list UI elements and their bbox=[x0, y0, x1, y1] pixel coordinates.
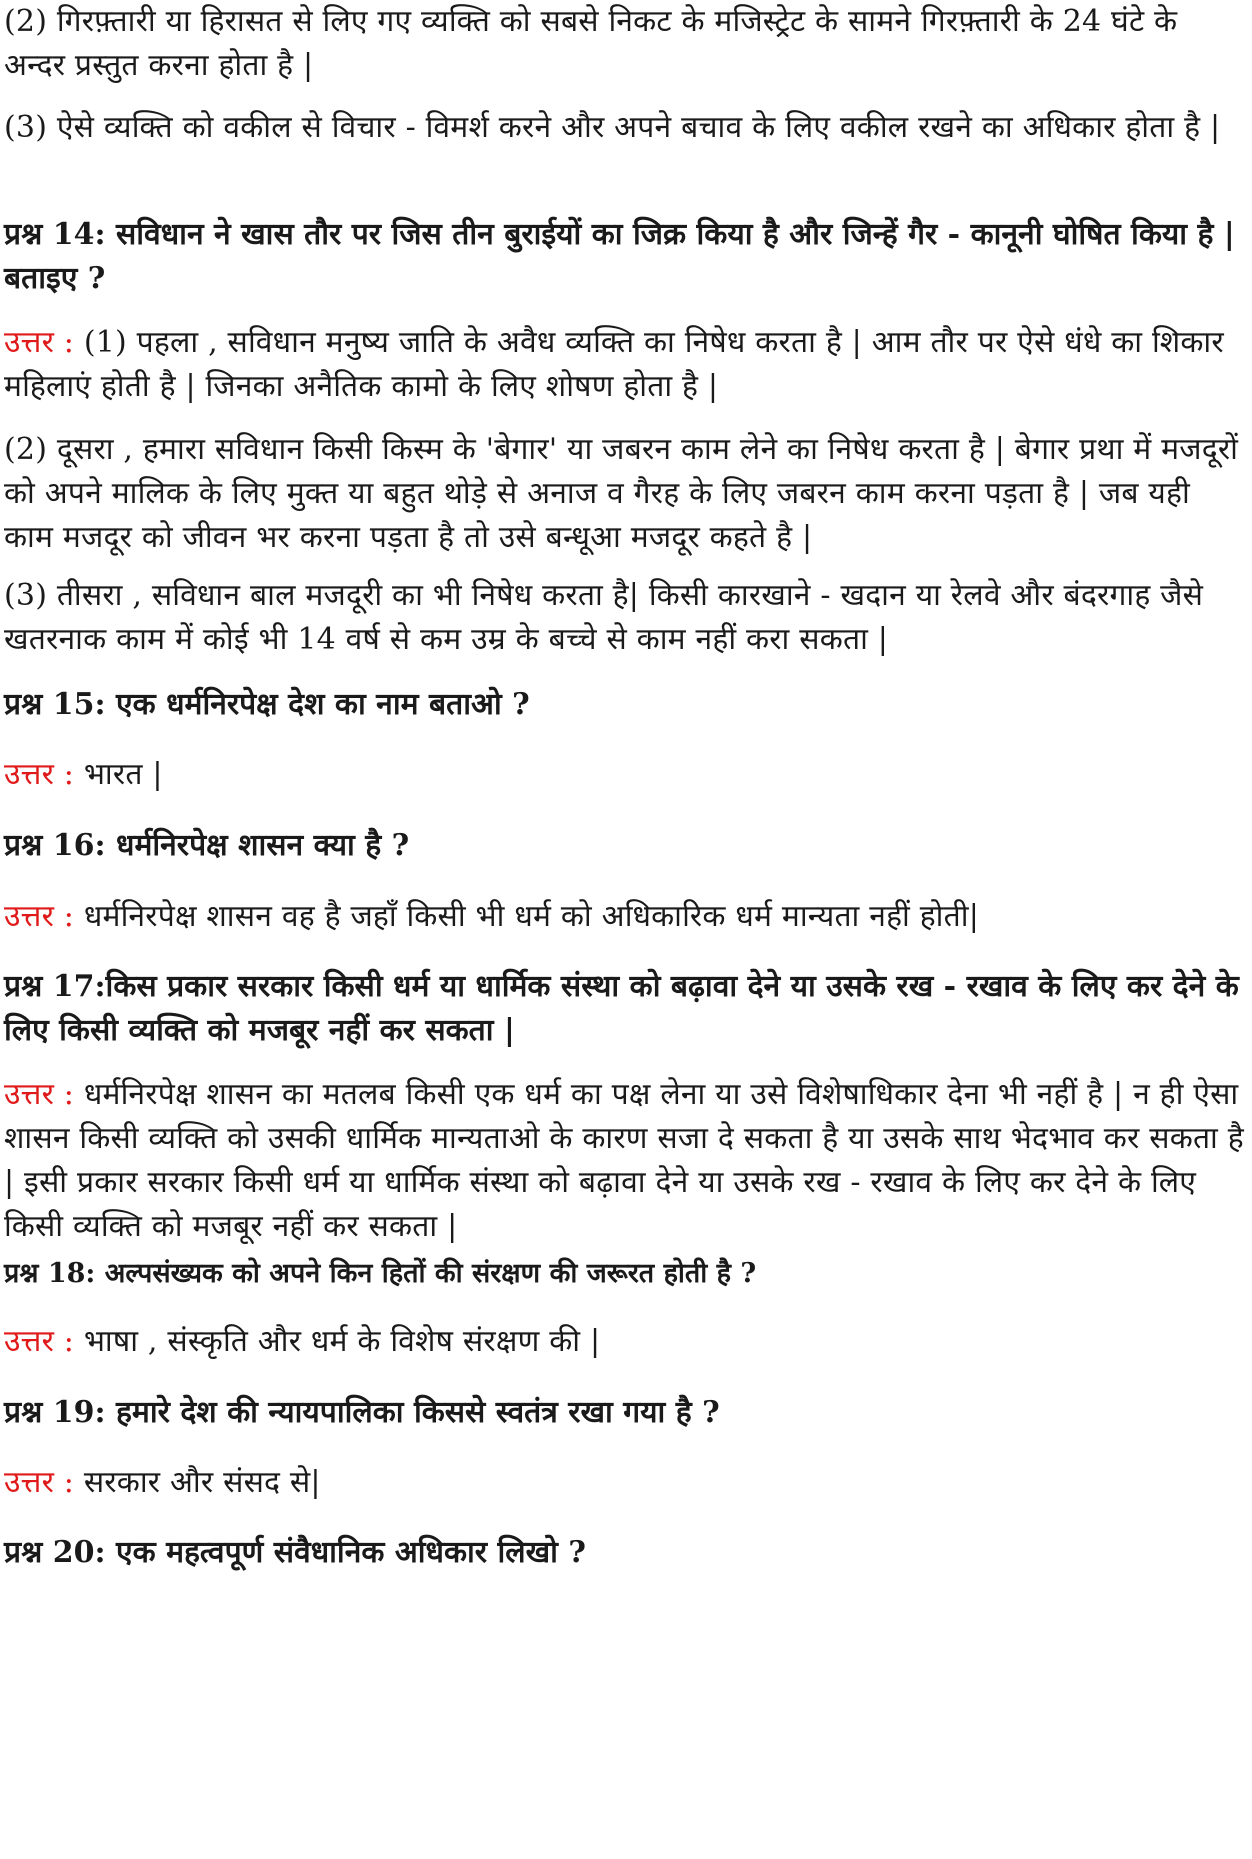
paragraph-child-labour-3 bbox=[4, 574, 1246, 662]
question-text: प्रश्न 16: धर्मनिरपेक्ष शासन क्या है ? bbox=[4, 828, 410, 863]
answer-text: धर्मनिरपेक्ष शासन वह है जहाँ किसी भी धर्म को अधिकारिक धर्म मान्यता नहीं होती| bbox=[74, 899, 980, 934]
answer-paragraph bbox=[4, 753, 1246, 797]
paragraph-arrest-2 bbox=[4, 0, 1246, 88]
answer-text: सरकार और संसद से| bbox=[74, 1465, 321, 1500]
answer-label: उत्तर : bbox=[4, 899, 75, 934]
answer-text: (1) पहला , सविधान मनुष्य जाति के अवैध व्यक्ति का निषेध करता है | आम तौर पर ऐसे धंधे का शिकार महिलाएं होती है | जिनका अनैतिक कामो के लिए शोषण होता है | bbox=[4, 325, 1224, 404]
question-17 bbox=[4, 965, 1246, 1053]
question-14 bbox=[4, 213, 1246, 301]
paragraph-text: (3) ऐसे व्यक्ति को वकील से विचार - विमर्श करने और अपने बचाव के लिए वकील रखने का अधिकार होता है | bbox=[4, 110, 1221, 145]
question-text: प्रश्न 20: एक महत्वपूर्ण संवैधानिक अधिकार लिखो ? bbox=[4, 1535, 586, 1570]
answer-paragraph bbox=[4, 1073, 1246, 1249]
question-text: प्रश्न 18: अल्पसंख्यक को अपने किन हितों की संरक्षण की जरूरत होती है ? bbox=[4, 1258, 757, 1289]
question-text: प्रश्न 19: हमारे देश की न्यायपालिका किससे स्वतंत्र रखा गया है ? bbox=[4, 1395, 720, 1430]
answer-text: भाषा , संस्कृति और धर्म के विशेष संरक्षण की | bbox=[74, 1324, 601, 1359]
question-16 bbox=[4, 824, 1246, 868]
paragraph-text: (3) तीसरा , सविधान बाल मजदूरी का भी निषेध करता है| किसी कारखाने - खदान या रेलवे और बंदरगाह जैसे खतरनाक काम में कोई भी 14 वर्ष से कम उम्र के बच्चे से काम नहीं करा सकता | bbox=[4, 578, 1204, 657]
answer-label: उत्तर : bbox=[4, 325, 75, 360]
answer-label: उत्तर : bbox=[4, 757, 75, 792]
paragraph-begar-2 bbox=[4, 428, 1246, 560]
answer-text: भारत | bbox=[74, 757, 163, 792]
paragraph-arrest-3 bbox=[4, 106, 1246, 150]
question-text: प्रश्न 15: एक धर्मनिरपेक्ष देश का नाम बताओ ? bbox=[4, 687, 530, 722]
answer-paragraph bbox=[4, 321, 1246, 409]
paragraph-text: (2) गिरफ़्तारी या हिरासत से लिए गए व्यक्ति को सबसे निकट के मजिस्ट्रेट के सामने गिरफ़्तारी के 24 घंटे के अन्दर प्रस्तुत करना होता है | bbox=[4, 4, 1178, 83]
answer-label: उत्तर : bbox=[4, 1324, 75, 1359]
paragraph-text: (2) दूसरा , हमारा सविधान किसी किस्म के 'बेगार' या जबरन काम लेने का निषेध करता है | बेगार प्रथा में मजदूरों को अपने मालिक के लिए मुक्त या बहुत थोड़े से अनाज व गैरह के लिए जबरन काम करना पड़ता है | जब यही काम मजदूर को जीवन भर करना पड़ता है तो उसे बन्धूआ मजदूर कहते है | bbox=[4, 432, 1239, 555]
answer-label: उत्तर : bbox=[4, 1077, 75, 1112]
answer-15 bbox=[4, 753, 1246, 797]
question-15 bbox=[4, 683, 1246, 727]
question-19 bbox=[4, 1391, 1246, 1435]
answer-18 bbox=[4, 1320, 1246, 1364]
answer-label: उत्तर : bbox=[4, 1465, 75, 1500]
answer-14 bbox=[4, 321, 1246, 409]
answer-17 bbox=[4, 1073, 1246, 1249]
answer-paragraph bbox=[4, 1461, 1246, 1505]
answer-16 bbox=[4, 895, 1246, 939]
answer-paragraph bbox=[4, 1320, 1246, 1364]
answer-paragraph bbox=[4, 895, 1246, 939]
answer-text: धर्मनिरपेक्ष शासन का मतलब किसी एक धर्म का पक्ष लेना या उसे विशेषाधिकार देना भी नहीं है | न ही ऐसा शासन किसी व्यक्ति को उसकी धार्मिक मान्यताओ के कारण सजा दे सकता है या उसके साथ भेदभाव कर सकता है | इसी प्रकार सरकार किसी धर्म या धार्मिक संस्था को बढ़ावा देने या उसके रख - रखाव के लिए कर देने के लिए किसी व्यक्ति को मजबूर नहीं कर सकता | bbox=[4, 1077, 1244, 1244]
question-18 bbox=[4, 1252, 1246, 1296]
question-text: प्रश्न 17:किस प्रकार सरकार किसी धर्म या धार्मिक संस्था को बढ़ावा देने या उसके रख - रखाव के लिए कर देने के लिए किसी व्यक्ति को मजबूर नहीं कर सकता | bbox=[4, 969, 1239, 1048]
question-20 bbox=[4, 1531, 1246, 1575]
question-text: प्रश्न 14: सविधान ने खास तौर पर जिस तीन बुराईयों का जिक्र किया है और जिन्हें गैर - कानूनी घोषित किया है | बताइए ? bbox=[4, 217, 1235, 296]
answer-19 bbox=[4, 1461, 1246, 1505]
